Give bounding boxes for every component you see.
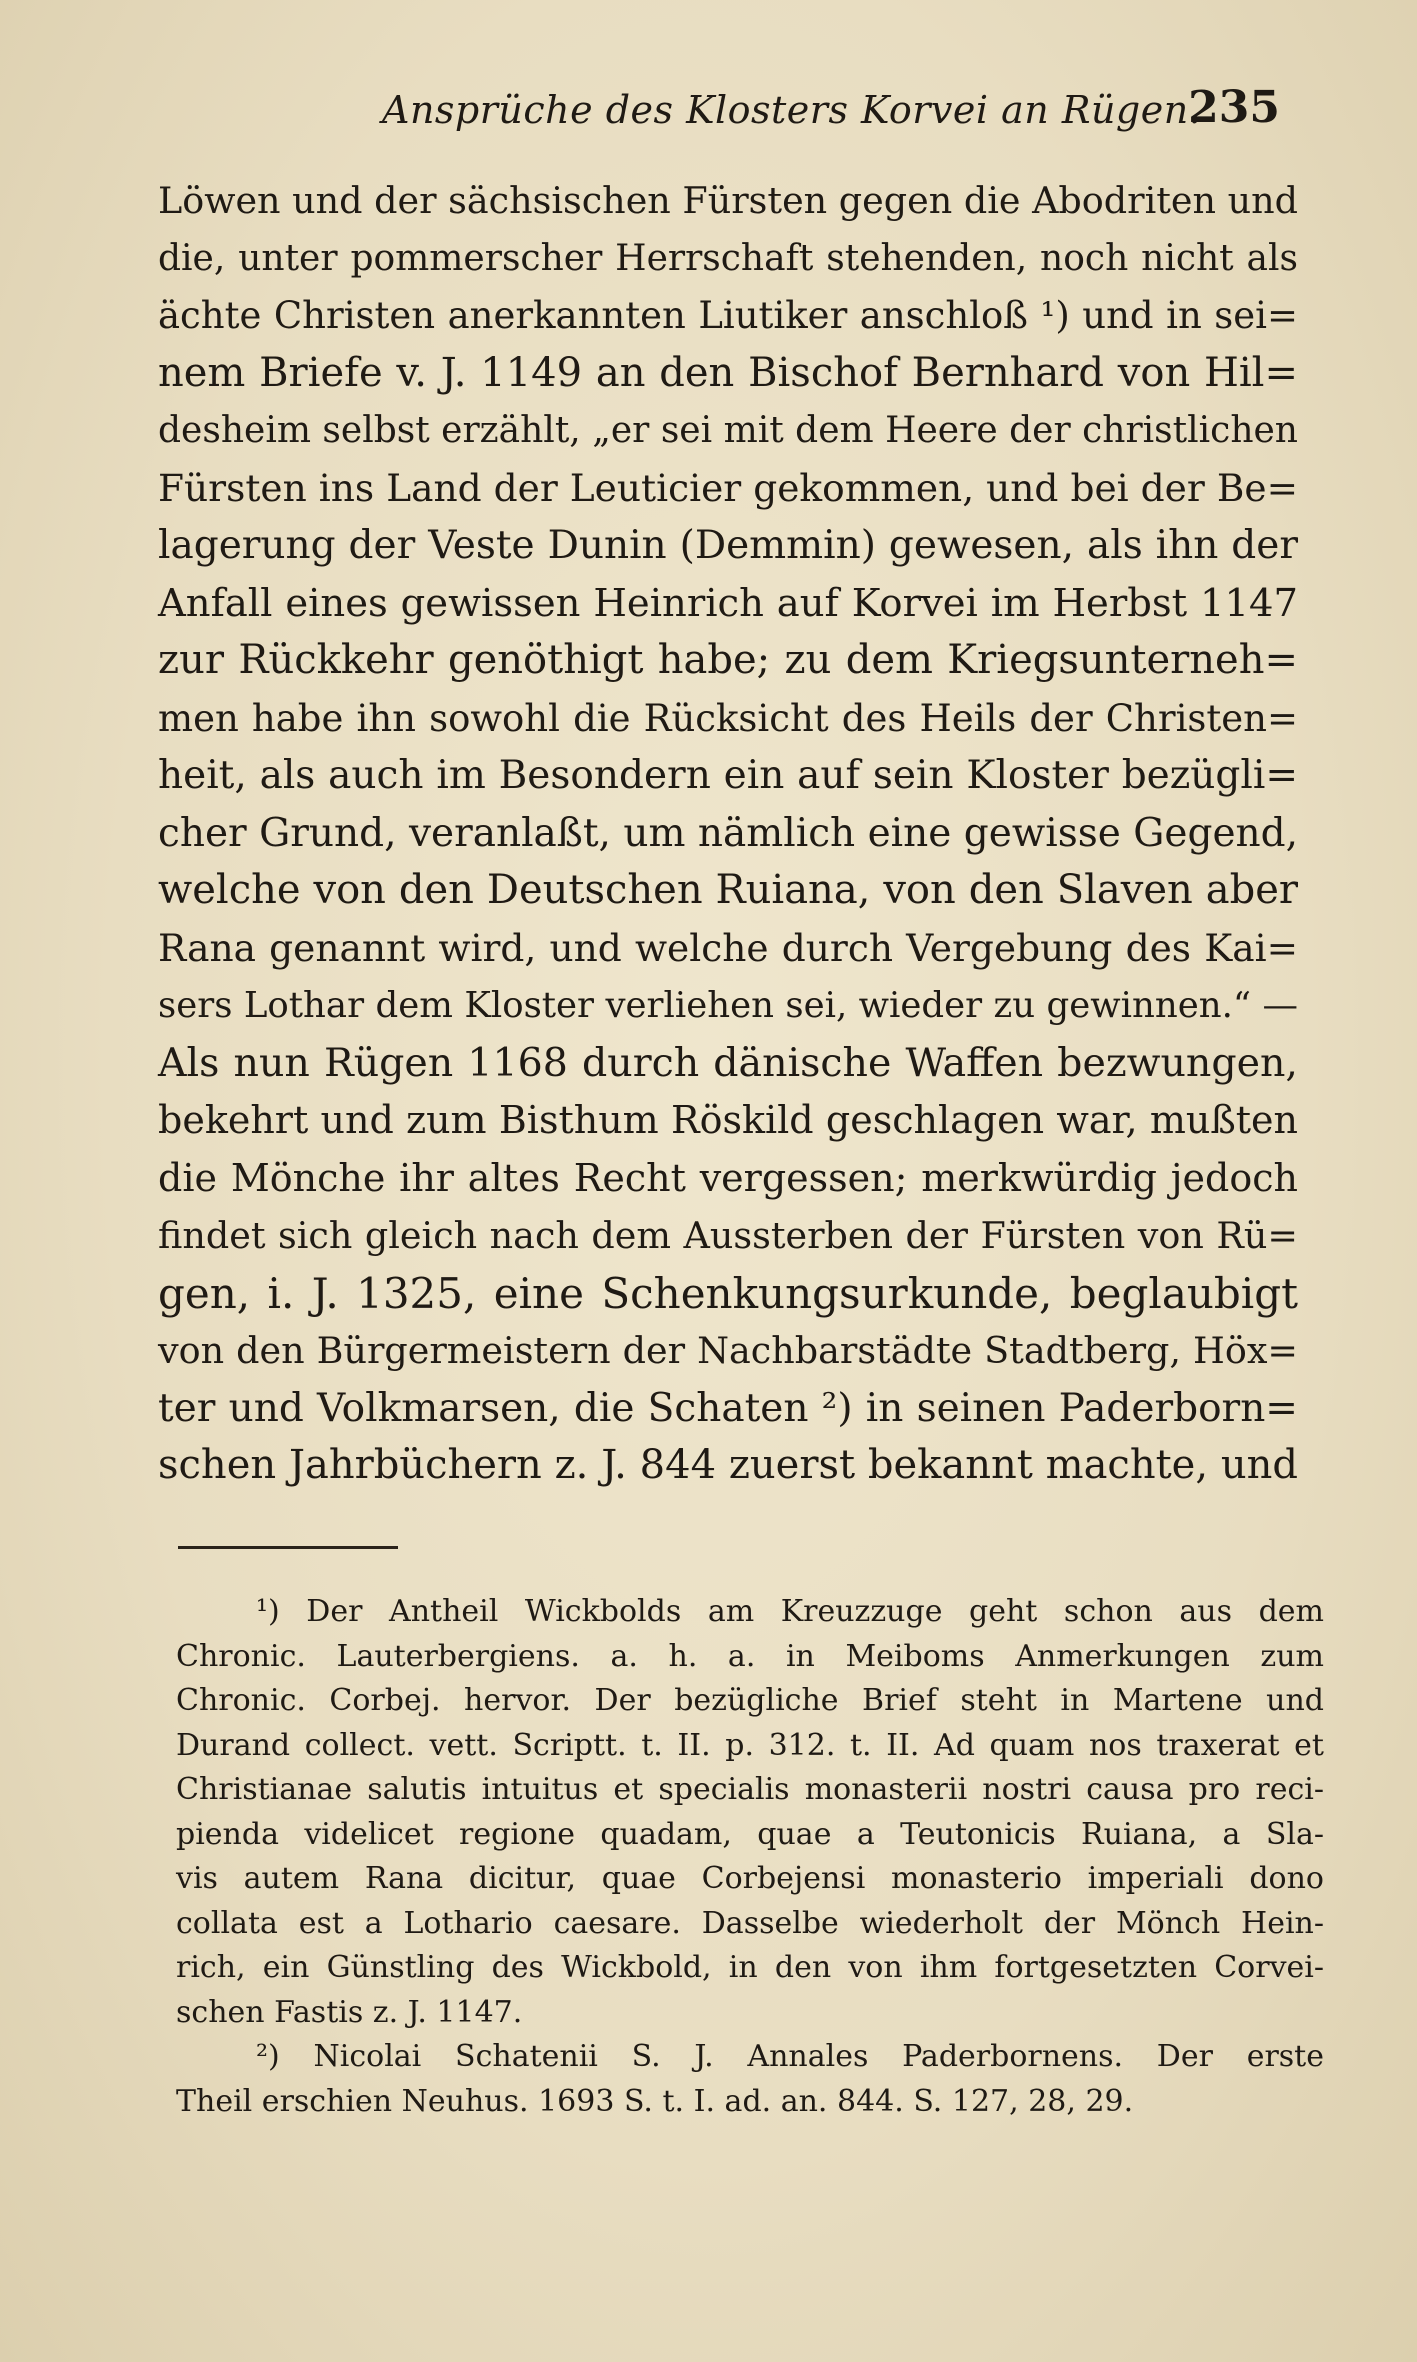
body-line: Fürsten ins Land der Leuticier gekommen, und bei der Be= [158, 465, 1298, 510]
body-line: ter und Volkmarsen, die Schaten ²) in seinen Paderborn= [158, 1385, 1298, 1431]
body-line: welche von den Deutschen Ruiana, von den Slaven aber [158, 867, 1298, 913]
footnote-line: ²) Nicolai Schatenii S. J. Annales Paderbornens. Der erste [256, 2039, 1324, 2074]
footnote-line: collata est a Lothario caesare. Dasselbe wiederholt der Mönch Hein- [176, 1905, 1324, 1941]
footnote-divider [178, 1546, 398, 1549]
body-line: desheim selbst erzählt, „er sei mit dem Heere der christlichen [158, 410, 1298, 451]
body-line: heit, als auch im Besondern ein auf sein Kloster bezügli= [158, 753, 1298, 798]
body-line: lagerung der Veste Dunin (Demmin) gewesen, als ihn der [158, 523, 1298, 568]
body-line: Löwen und der sächsischen Fürsten gegen die Abodriten und [158, 179, 1299, 222]
footnote-line: ¹) Der Antheil Wickbolds am Kreuzzuge geht schon aus dem [256, 1594, 1324, 1629]
footnote-line: Christianae salutis intuitus et specialis monasterii nostri causa pro reci- [176, 1772, 1324, 1807]
footnote-line: pienda videlicet regione quadam, quae a Teutonicis Ruiana, a Sla- [176, 1816, 1324, 1852]
footnote-line: Chronic. Lauterbergiens. a. h. a. in Meiboms Anmerkungen zum [176, 1638, 1324, 1674]
running-head [160, 82, 1280, 142]
body-line: Anfall eines gewissen Heinrich auf Korvei im Herbst 1147 [158, 580, 1298, 626]
body-line: die Mönche ihr altes Recht vergessen; merkwürdig jedoch [158, 1155, 1298, 1200]
footnote-line: Durand collect. vett. Scriptt. t. II. p. 312. t. II. Ad quam nos traxerat et [176, 1727, 1324, 1763]
body-line: bekehrt und zum Bisthum Röskild geschlagen war, mußten [158, 1098, 1298, 1142]
page-number: 235 [1188, 82, 1280, 133]
body-line: zur Rückkehr genöthigt habe; zu dem Kriegsunterneh= [158, 637, 1298, 683]
body-line: nem Briefe v. J. 1149 an den Bischof Bernhard von Hil= [158, 349, 1298, 396]
footnotes [176, 1590, 1324, 2124]
body-line: findet sich gleich nach dem Aussterben der Fürsten von Rü= [158, 1214, 1298, 1257]
running-title: Ansprüche des Klosters Korvei an Rügen. [382, 88, 1202, 132]
body-line: gen, i. J. 1325, eine Schenkungsurkunde, beglaubigt [158, 1268, 1298, 1318]
body-text [158, 172, 1298, 1495]
footnote-line: Chronic. Corbej. hervor. Der bezügliche Brief steht in Martene und [176, 1683, 1324, 1718]
body-line: cher Grund, veranlaßt, um nämlich eine gewisse Gegend, [158, 810, 1298, 856]
footnote-line: vis autem Rana dicitur, quae Corbejensi monasterio imperiali dono [176, 1861, 1324, 1896]
body-line: sers Lothar dem Kloster verliehen sei, wieder zu gewinnen.“ — [158, 985, 1298, 1026]
footnote-line: rich, ein Günstling des Wickbold, in den von ihm fortgesetzten Corvei- [176, 1950, 1324, 1985]
body-line: schen Jahrbüchern z. J. 844 zuerst bekannt machte, und [158, 1442, 1298, 1488]
body-line: die, unter pommerscher Herrschaft stehenden, noch nicht als [158, 237, 1298, 279]
body-line: von den Bürgermeistern der Nachbarstädte Stadtberg, Höx= [158, 1329, 1298, 1372]
body-line: men habe ihn sowohl die Rücksicht des Heils der Christen= [158, 696, 1298, 740]
body-line: Als nun Rügen 1168 durch dänische Waffen bezwungen, [158, 1039, 1298, 1086]
footnote-line: schen Fastis z. J. 1147. [176, 1994, 523, 2030]
footnote-line: Theil erschien Neuhus. 1693 S. t. I. ad. an. 844. S. 127, 28, 29. [176, 2083, 1134, 2119]
body-line: Rana genannt wird, und welche durch Vergebung des Kai= [158, 925, 1298, 970]
body-line: ächte Christen anerkannten Liutiker anschloß ¹) und in sei= [158, 294, 1298, 337]
